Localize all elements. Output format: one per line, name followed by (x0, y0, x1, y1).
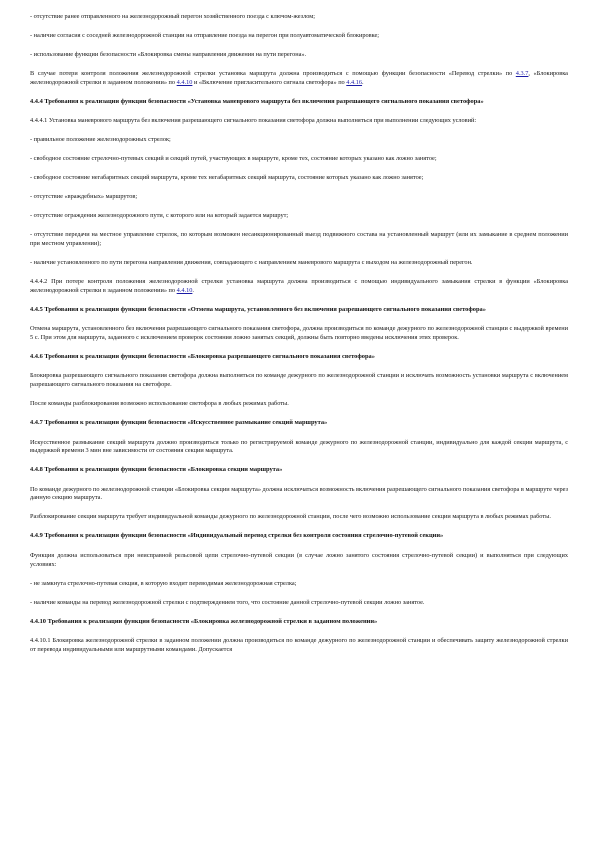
paragraph: 4.4.4.1 Установка маневрового маршрута без включения разрешающего сигнального показания светофора должна выполняться при выполнении следующих условий: (30, 117, 477, 125)
document-page (30, 13, 568, 655)
paragraph-text: . (362, 78, 364, 86)
paragraph: После команды разблокирования возможно использование светофора в любых режимах работы. (30, 400, 289, 408)
paragraph: - наличие команды на перевод железнодорожной стрелки с подтверждением того, что состояние данной стрелочно-путевой секции ложно занятое. (30, 598, 425, 606)
paragraph: - наличие согласия с соседней железнодорожной станции на отправление поезда на перегон при полуавтоматической блокировке; (30, 32, 380, 39)
paragraph: - отсутствие ограждения железнодорожного пути, с которого или на который задается маршрут; (30, 212, 289, 220)
paragraph: Разблокирование секции маршрута требует индивидуальной команды дежурного по железнодорожной станции, после чего возможно использование секции маршрута в любых режимах работы. (30, 513, 551, 521)
paragraph: Искусственное размыкание секций маршрута должно производиться только по регистрируемой команде дежурного по железнодорожной станции, индивидуально для каждой секции маршрута, с выдержкой времени 3 мин вне зависимости от состояния секции маршрута. (30, 438, 568, 455)
paragraph: Отмена маршрута, установленного без включения разрешающего сигнального показания светофора, должна производиться по команде дежурного по железнодорожной станции с выдержкой времени 5 с. При этом для маршрута, заданного с исключением проверок состояния ложно занятых секций, должны быть повторно введены исключения этих проверок. (30, 325, 568, 341)
paragraph: Блокировка разрешающего сигнального показания светофора должна выполняться по команде дежурного по железнодорожной станции и исключать возможность установки маршрута с включением разрешающего сигнального показания на светофоре. (30, 372, 568, 389)
paragraph-with-links (30, 278, 568, 295)
section-heading: 4.4.4 Требования к реализации функции безопасности «Установка маневрового маршрута без включения разрешающего сигнального показания светофора» (30, 97, 484, 105)
section-heading: 4.4.7 Требования к реализации функции безопасности «Искусственное размыкание секций маршрута» (30, 419, 328, 427)
section-heading: 4.4.8 Требования к реализации функции безопасности «Блокировка секции маршрута» (30, 466, 283, 474)
link-4-4-16[interactable]: 4.4.16 (346, 78, 363, 86)
paragraph-text: , «Блокировка железнодорожной стрелки в заданном положении» по (30, 70, 568, 86)
section-heading: 4.4.9 Требования к реализации функции безопасности «Индивидуальный перевод стрелки без контроля состояния стрелочно-путевой секции» (30, 532, 444, 540)
paragraph: Функция должна использоваться при неисправной рельсовой цепи стрелочно-путевой секции (в случае ложно занятого состояния стрелочно-путевой секции) и выполняться при следующих условиях: (30, 551, 568, 568)
paragraph: - отсутствие передачи на местное управление стрелок, по которым возможен несанкционированный выезд подвижного состава на установленный маршрут (или их замыкание в среднем положении при местном управлении); (30, 231, 568, 247)
paragraph-text: 4.4.4.2 При потере контроля положения железнодорожной стрелки установка маршрута должна производиться с помощью индивидуального замыкания стрелки в функции «Блокировка железнодорожной стрелки в заданном положении» по (30, 277, 568, 294)
paragraph: - свободное состояние негабаритных секций маршрута, кроме тех негабаритных секций маршрута, состояние которых указано как ложно занятое; (30, 174, 424, 182)
paragraph-text: . (192, 286, 194, 294)
link-4-4-10[interactable]: 4.4.10 (176, 286, 193, 294)
link-4-3-7[interactable]: 4.3.7 (515, 70, 529, 77)
paragraph: - отсутствие ранее отправленного на железнодорожный перегон хозяйственного поезда с ключом-жезлом; (30, 13, 316, 20)
paragraph-text: и «Включение пригласительного сигнала светофора» по (192, 78, 347, 86)
link-4-4-10[interactable]: 4.4.10 (176, 78, 193, 86)
paragraph-text: В случае потери контроля положения железнодорожной стрелки установка маршрута должна производиться с помощью функции безопасности «Перевод стрелки» по (30, 70, 516, 77)
paragraph: - правильное положение железнодорожных стрелок; (30, 136, 171, 144)
section-heading: 4.4.6 Требования к реализации функции безопасности «Блокировка разрешающего сигнального показания светофора» (30, 352, 375, 360)
section-heading: 4.4.10 Требования к реализации функции безопасности «Блокировка железнодорожной стрелки в заданном положении» (30, 617, 378, 625)
paragraph: - не замкнута стрелочно-путевая секция, в которую входит переводимая железнодорожная стрелка; (30, 579, 297, 587)
paragraph-with-links (30, 70, 568, 87)
section-heading: 4.4.5 Требования к реализации функции безопасности «Отмена маршрута, установленного без включения разрешающего сигнального показания светофора» (30, 305, 486, 313)
paragraph: - свободное состояние стрелочно-путевых секций и секций путей, участвующих в маршруте, кроме тех, состояние которых указано как ложно занятое; (30, 155, 437, 163)
paragraph: - наличие установленного по пути перегона направления движения, совпадающего с направлением маневрового маршрута с выходом на железнодорожный перегон. (30, 258, 473, 266)
paragraph: - использование функции безопасности «Блокировка смены направления движения на пути перегона». (30, 51, 307, 58)
paragraph: 4.4.10.1 Блокировка железнодорожной стрелки в заданном положении должна производиться по команде дежурного по железнодорожной станции и обеспечивать защиту железнодорожной стрелки от перевода индивидуальными или маршрутными командами. Допускается (30, 637, 568, 653)
paragraph: По команде дежурного по железнодорожной станции «Блокировка секции маршрута» должна исключаться возможность включения разрешающего сигнального показания светофора в маршруте через данную секцию маршрута. (30, 485, 568, 502)
paragraph: - отсутствие «враждебных» маршрутов; (30, 193, 138, 201)
